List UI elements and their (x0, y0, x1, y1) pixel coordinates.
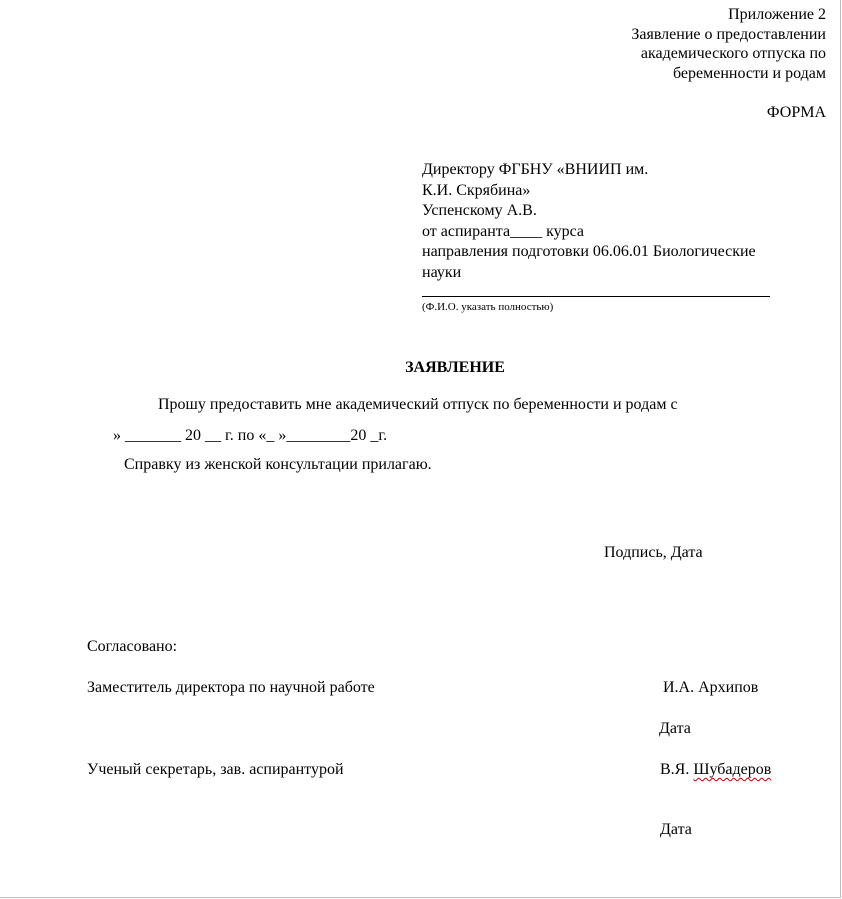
appendix-line: беременности и родам (672, 64, 826, 82)
appendix-line: академического отпуска по (640, 45, 826, 62)
deputy-director-name: И.А. Архипов (663, 679, 759, 696)
date-label-deputy: Дата (659, 720, 691, 737)
scientific-secretary-name (660, 760, 771, 780)
form-label: ФОРМА (766, 104, 826, 121)
statement-line-3: Справку из женской консультации прилагаю. (124, 456, 432, 473)
appendix-line: Приложение 2 (728, 6, 826, 23)
addressee-line: Успенскому А.В. (422, 202, 537, 219)
addressee-line: науки (422, 263, 462, 281)
deputy-director-title: Заместитель директора по научной работе (87, 679, 375, 696)
date-label-secretary: Дата (660, 821, 692, 838)
fio-note: (Ф.И.О. указать полностью) (422, 301, 554, 313)
secretary-surname: Шубадеров (693, 761, 772, 778)
addressee-block (422, 160, 756, 283)
scientific-secretary-title: Ученый секретарь, зав. аспирантурой (87, 761, 344, 778)
addressee-line: направления подготовки 06.06.01 Биологические (422, 243, 756, 260)
appendix-line: Заявление о предоставлении (631, 25, 826, 43)
signature-date-label: Подпись, Дата (604, 544, 703, 561)
addressee-line: К.И. Скрябина» (422, 181, 531, 199)
fio-underline[interactable] (422, 296, 770, 297)
appendix-heading (631, 5, 826, 83)
addressee-line: Директору ФГБНУ «ВНИИП им. (422, 161, 649, 178)
approval-label: Согласовано: (87, 638, 178, 655)
statement-title: ЗАЯВЛЕНИЕ (405, 359, 505, 376)
statement-line-1: Прошу предоставить мне академический отпуск по беременности и родам с (158, 396, 678, 413)
statement-line-2: » _______ 20 __ г. по «_ »________20 _г. (113, 427, 388, 444)
addressee-line: от аспиранта____ курса (422, 222, 585, 240)
secretary-initials: В.Я. (660, 761, 694, 778)
